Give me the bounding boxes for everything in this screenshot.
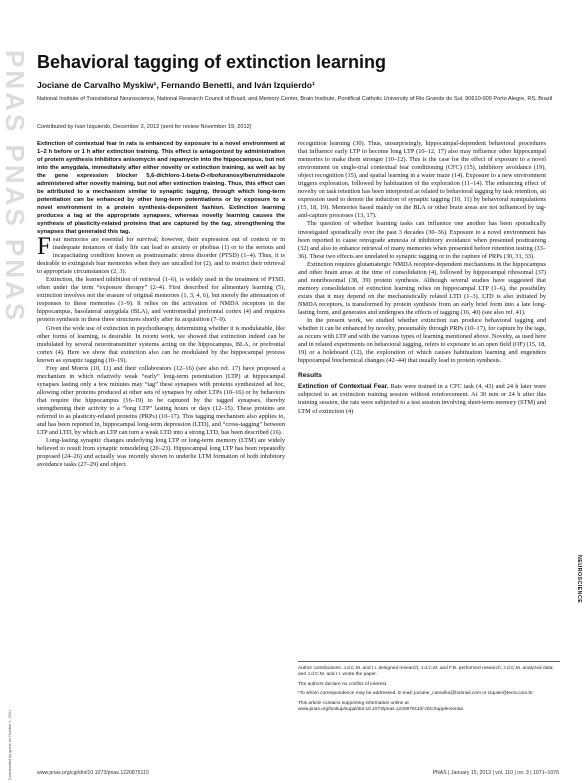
affiliation: National Institute of Translational Neuroscience, National Research Council of Brazil, and Memory Center, Brain Institute, Pontifical Catholic University of Rio Grande do Sul, 90610-000 Porto Alegre, RS, Brazil (37, 96, 553, 102)
section-side-label: NEUROSCIENCE (576, 555, 582, 604)
correspondence-note: ¹To whom correspondence may be addressed. E-mail: jociane_carvalho@hotmail.com or izquier@terra.com.br. (298, 691, 534, 697)
download-note: Downloaded by guest on October 1, 2021 (8, 709, 12, 780)
journal-watermark: PNAS PNAS PNAS (0, 50, 30, 324)
results-run-head: Extinction of Contextual Fear. (298, 383, 389, 391)
doi-link[interactable]: www.pnas.org/cgi/doi/10.1073/pnas.1220875110 (37, 770, 149, 776)
results-heading: Results (298, 372, 322, 380)
intro-paragraph-7: The question of whether learning tasks can influence one another has been sporadically investigated sporadically over the past 3 decades (30–36). Exposure to a novel environment has been reported to cause retrograde amnesia of inhibitory avoidance when presented posttraining (32) and also to enhance retrieval of many memories when presented before retention testing (33–36). These two effects are unrelated to synaptic tagging or to the capture of PRPs (30, 31, 33). (298, 220, 546, 260)
footnotes (298, 661, 560, 716)
drop-cap: F (37, 233, 51, 260)
abstract: Extinction of contextual fear in rats is enhanced by exposure to a novel environment at 1–2 h before or 1 h after extinction training. This effect is antagonized by administration of protein synthesis inhibitors anisomycin and rapamycin into the hippocampus, but not into the amygdala, immediately after either novelty or extinction training, as well as by the gene expression blocker 5,6-dichloro-1-beta-D-ribofuranosylbenzimidazole administered after novelty training, but not after extinction training. Thus, this effect can be attributed to a mechanism similar to synaptic tagging, through which long-term potentiation can be enhanced by other long-term potentiations or by exposure to a novel environment in a protein synthesis-dependent fashion. Extinction learning produces a tag at the appropriate synapses, whereas novelty learning causes the synthesis of plasticity-related proteins that are captured by the tag, strengthening the synapses that generated this tag. (37, 141, 285, 235)
right-column (298, 140, 546, 416)
results-paragraph-1: Extinction of Contextual Fear. Rats were trained in a CFC task (4, 43) and 24 h later were subjected to an extinction training session without reinforcement. At 30 min or 24 h after this training session, the rats were subjected to a test session involving short-term memory (STM) and LTM of extinction (4) (298, 383, 547, 415)
citation-line: PNAS | January 15, 2013 | vol. 110 | no. 3 | 1071–1076 (432, 770, 559, 776)
intro-paragraph-1: Fear memories are essential for survival; however, their expression out of context or in inadequate instances of daily life can lead to anxiety or phobias (1) or to the serious and incapacitating condition known as posttraumatic stress disorder (PTSD) (1–4). Thus, it is desirable to extinguish fear memories when they are uncalled for (2), and to restrict their retrieval to appropriate circumstances (2, 3). (37, 233, 285, 276)
intro-paragraph-5: Long-lasting synaptic changes underlying long LTP or long-term memory (LTM) are widely believed to result from synaptic remodeling (20–23). Hippocampal long LTP has been repeatedly proposed (24–26) and actually was recently shown to underlie LTM formation of both inhibitory avoidance tasks (27–29) and object (37, 437, 285, 469)
intro-paragraph-2: Extinction, the learned inhibition of retrieval (1–6), is widely used in the treatment of PTSD, often under the term “exposure therapy” (2–4). First described for alimentary learning (5), extinction involves not the erasure of original memories (1, 3, 4, 6), but merely the attenuation of responses to these memories (1–9). It relies on the activation of NMDA receptors in the hippocampus, basolateral amygdala (BLA), and ventromedial prefrontal cortex (4) and requires protein synthesis in these three structures shortly after its acquisition (7–9). (37, 276, 285, 324)
author-contributions-note: Author contributions: J.d.C.M. and I.I. designed research; J.d.C.M. and F.B. performed research; J.d.C.M. analyzed data; and J.d.C.M. and I.I. wrote the paper. (298, 666, 554, 678)
conflict-note: The authors declare no conflict of interest. (298, 681, 388, 687)
supporting-info-note: This article contains supporting information online at www.pnas.org/lookup/suppl/doi:10.1073/pnas.1220875110/-/DCSupplemental. (298, 700, 465, 713)
author-list: Jociane de Carvalho Myskiw¹, Fernando Benetti, and Iván Izquierdo¹ (37, 80, 315, 90)
intro-paragraph-8: Extinction requires glutamatergic NMDA receptor-dependent mechanisms in the hippocampus and other brain areas at the time of consolidation (4), followed by hippocampal ribosomal (37) and nonribosomal (38, 39) protein synthesis. Although several studies have suggested that memory consolidation of extinction learning relies on hippocampal LTP (1–6), the possibility exists that it may depend on the mechanistically related LTD (1–3). LTD is also initiated by NMDA receptors, is transformed by protein synthesis from an early brief form into a late long-lasting form, and generates and undergoes the effects of tagging (16, 40) (see also ref. 41). (298, 260, 546, 316)
left-column (37, 140, 285, 469)
intro-paragraph-6: recognition learning (30). Thus, unsurprisingly, hippocampal-dependent behavioral procedures that influence early LTP to become long LTP (10–12, 17) also may influence other hippocampal memories to make them stronger (10–12). This is the case for the effect of exposure to a novel environment on single-trial contextual fear conditioning (CFC) (15), inhibitory avoidance (19), object recognition (15), and spatial learning in a water maze (14). Exposure to a new environment triggers exploration, followed by habituation of the exploration (11–14). The enhancing effect of novelty on task retention has been interpreted as related to behavioral tagging by task retention, an expression used to denote the induction of synaptic tagging (10, 11) by behavioral manipulations (15, 18, 19). Memories based mainly on the BLA or other brain areas are not influenced by tag-and-capture processes (13, 17). (298, 140, 546, 220)
contribution-line: Contributed by Ivan Izquierdo, December 3, 2012 (sent for review November 19, 2012) (37, 124, 252, 130)
intro-paragraph-4: Frey and Morris (10, 11) and their collaborators (12–16) (see also ref. 17) have proposed a mechanism in which relatively weak “early” long-term potentiation (LTP) at hippocampal synapses lasting only a few minutes may “tag” these synapses with proteins synthesized ad hoc, allowing other proteins produced at other sets of synapses by other LTPs (10–16) or by behaviors that require the hippocampus (16–19) to be captured by the tagged synapses, thereby strengthening their activity to a “long LTP” lasting hours or days (12–15). These proteins are referred to as plasticity-related proteins (PRPs) (10–17). This tagging mechanism also applies to, and has been reported in, hippocampal long-term depression (LTD), and “cross-tagging” between LTP and LTD, by which an LTP can turn a weak LTD into a strong LTD, has been described (16). (37, 364, 285, 437)
article-title: Behavioral tagging of extinction learning (37, 52, 387, 72)
intro-paragraph-9: In the present work, we studied whether extinction can produce behavioral tagging and whether it can be enhanced by novelty, presumably through PRPs (10–17), for capture by the tags, as occurs with LTP and with the various types of learning mentioned above. Novelty, as used here and in related experiments on behavioral tagging, refers to exposure to an open field (OF) (15, 18, 19) or a holeboard (12), the exploration of which causes habituation learning and engenders hippocampal biochemical changes (42–44) that usually lead to protein synthesis. (298, 317, 546, 365)
intro-paragraph-3: Given the wide use of extinction in psychotherapy, determining whether it is modulatable, like other forms of learning, is desirable. In recent work, we showed that extinction indeed can be modulated by several neurotransmitter systems acting on the hippocampus, BLA, or prefrontal cortex (4). Here we show that extinction also can be modulated by the hippocampal process known as synaptic tagging (10–19). (37, 324, 285, 364)
